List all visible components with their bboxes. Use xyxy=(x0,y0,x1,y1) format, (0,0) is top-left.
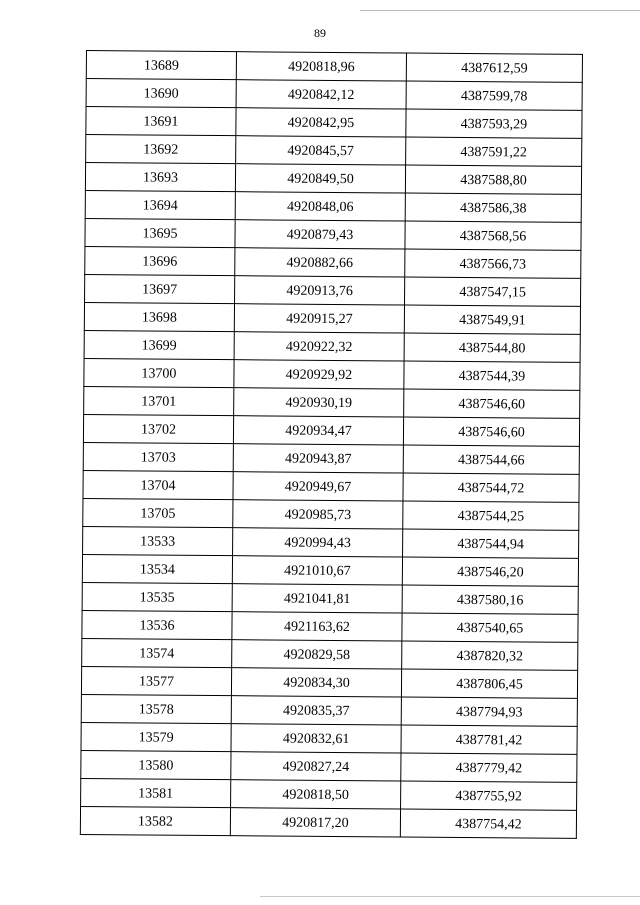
x-coordinate-cell xyxy=(232,640,402,669)
cell-text: 4920817,20 xyxy=(282,815,349,831)
point-number-cell xyxy=(81,778,231,807)
point-number-cell xyxy=(82,554,232,583)
table-row xyxy=(83,414,579,446)
cell-text: 13536 xyxy=(139,617,175,634)
table-row xyxy=(84,386,580,418)
point-number-cell xyxy=(86,135,236,164)
y-coordinate-cell xyxy=(402,613,578,642)
cell-text: 4920827,24 xyxy=(282,759,350,775)
y-coordinate-cell xyxy=(405,193,581,222)
table-row xyxy=(83,442,579,474)
cell-text: 13581 xyxy=(138,785,174,802)
coordinates-table-body xyxy=(80,51,582,839)
cell-text: 4387591,22 xyxy=(460,144,528,160)
y-coordinate-cell xyxy=(403,445,579,474)
table-row xyxy=(86,79,582,111)
cell-text: 13579 xyxy=(138,729,174,746)
y-coordinate-cell xyxy=(402,641,578,670)
point-number-cell xyxy=(81,694,231,723)
cell-text: 4387593,29 xyxy=(460,116,528,132)
y-coordinate-cell xyxy=(402,585,578,614)
cell-text: 4920985,73 xyxy=(284,507,352,523)
cell-text: 13699 xyxy=(141,337,177,354)
cell-text: 13578 xyxy=(138,701,174,718)
cell-text: 13533 xyxy=(140,533,176,550)
cell-text: 4920832,61 xyxy=(282,731,350,747)
point-number-cell xyxy=(84,302,234,331)
y-coordinate-cell xyxy=(405,249,581,278)
x-coordinate-cell xyxy=(233,528,403,557)
cell-text: 4387820,32 xyxy=(456,648,524,664)
cell-text: 4920842,12 xyxy=(287,87,355,103)
point-number-cell xyxy=(85,190,235,219)
x-coordinate-cell xyxy=(236,52,406,81)
y-coordinate-cell xyxy=(403,529,579,558)
scan-edge-line-bottom xyxy=(260,896,640,897)
point-number-cell xyxy=(83,470,233,499)
point-number-cell xyxy=(81,750,231,779)
cell-text: 4387544,80 xyxy=(458,340,526,356)
cell-text: 13696 xyxy=(142,253,178,270)
cell-text: 4920913,76 xyxy=(286,283,353,299)
point-number-cell xyxy=(83,442,233,471)
table-row xyxy=(84,302,580,334)
y-coordinate-cell xyxy=(403,417,579,446)
point-number-cell xyxy=(84,358,234,387)
cell-text: 4387546,60 xyxy=(458,424,525,440)
y-coordinate-cell xyxy=(406,81,582,110)
coordinates-table xyxy=(80,50,583,839)
point-number-cell xyxy=(80,806,230,835)
cell-text: 4920922,32 xyxy=(285,339,353,355)
point-number-cell xyxy=(81,722,231,751)
cell-text: 4920994,43 xyxy=(284,535,351,551)
x-coordinate-cell xyxy=(231,668,401,697)
table-row xyxy=(86,135,582,167)
point-number-cell xyxy=(84,330,234,359)
point-number-cell xyxy=(85,218,235,247)
cell-text: 4920879,43 xyxy=(286,227,354,243)
cell-text: 4921163,62 xyxy=(283,619,351,635)
cell-text: 4921041,81 xyxy=(283,591,351,607)
point-number-cell xyxy=(82,638,232,667)
point-number-cell xyxy=(83,414,233,443)
y-coordinate-cell xyxy=(403,501,579,530)
cell-text: 4920929,92 xyxy=(285,367,353,383)
cell-text: 4920949,67 xyxy=(284,479,352,495)
cell-text: 4387755,92 xyxy=(455,788,522,804)
cell-text: 13534 xyxy=(139,561,175,578)
x-coordinate-cell xyxy=(234,304,404,333)
cell-text: 13694 xyxy=(142,197,178,214)
x-coordinate-cell xyxy=(233,500,403,529)
cell-text: 4387779,42 xyxy=(455,760,523,776)
cell-text: 4920842,95 xyxy=(287,115,355,131)
cell-text: 4387540,65 xyxy=(456,620,524,636)
point-number-cell xyxy=(86,51,236,80)
y-coordinate-cell xyxy=(404,305,580,334)
table-row xyxy=(82,582,578,614)
table-row xyxy=(84,358,580,390)
x-coordinate-cell xyxy=(234,388,404,417)
point-number-cell xyxy=(82,610,232,639)
cell-text: 13692 xyxy=(143,141,179,158)
x-coordinate-cell xyxy=(232,612,402,641)
cell-text: 13582 xyxy=(137,813,174,830)
y-coordinate-cell xyxy=(404,361,580,390)
point-number-cell xyxy=(83,498,233,527)
cell-text: 13701 xyxy=(141,393,177,410)
cell-text: 13580 xyxy=(138,757,174,774)
table-row xyxy=(85,190,581,222)
cell-text: 4387566,73 xyxy=(459,256,527,272)
y-coordinate-cell xyxy=(404,333,580,362)
x-coordinate-cell xyxy=(235,220,405,249)
cell-text: 4387544,72 xyxy=(457,480,525,496)
x-coordinate-cell xyxy=(236,80,406,109)
y-coordinate-cell xyxy=(404,389,580,418)
cell-text: 4920882,66 xyxy=(286,255,354,271)
x-coordinate-cell xyxy=(236,108,406,137)
cell-text: 4387549,91 xyxy=(459,312,526,328)
table-row xyxy=(85,274,581,306)
cell-text: 13704 xyxy=(140,477,176,494)
cell-text: 13577 xyxy=(138,673,175,690)
cell-text: 4387806,45 xyxy=(456,676,523,692)
table-row xyxy=(81,778,577,810)
y-coordinate-cell xyxy=(405,221,581,250)
cell-text: 4920845,57 xyxy=(287,143,355,159)
table-row xyxy=(83,470,579,502)
cell-text: 13690 xyxy=(143,85,179,102)
cell-text: 4920848,06 xyxy=(286,199,354,215)
table-row xyxy=(84,330,580,362)
cell-text: 4921010,67 xyxy=(284,563,351,579)
point-number-cell xyxy=(86,79,236,108)
y-coordinate-cell xyxy=(401,669,577,698)
cell-text: 13535 xyxy=(139,589,175,606)
x-coordinate-cell xyxy=(232,556,402,585)
y-coordinate-cell xyxy=(400,809,576,838)
cell-text: 4387547,15 xyxy=(459,284,526,300)
y-coordinate-cell xyxy=(401,753,577,782)
x-coordinate-cell xyxy=(236,136,406,165)
table-row xyxy=(85,163,581,195)
x-coordinate-cell xyxy=(235,248,405,277)
point-number-cell xyxy=(81,666,231,695)
cell-text: 13705 xyxy=(140,505,176,522)
cell-text: 4920818,96 xyxy=(288,59,355,75)
table-row xyxy=(85,218,581,250)
x-coordinate-cell xyxy=(231,724,401,753)
table-row xyxy=(81,694,577,726)
table-row xyxy=(81,666,577,698)
cell-text: 4387580,16 xyxy=(456,592,524,608)
cell-text: 13695 xyxy=(142,225,178,242)
x-coordinate-cell xyxy=(233,472,403,501)
cell-text: 4387781,42 xyxy=(455,732,523,748)
y-coordinate-cell xyxy=(401,697,577,726)
table-row xyxy=(86,107,582,139)
cell-text: 4920943,87 xyxy=(284,451,352,467)
y-coordinate-cell xyxy=(405,165,581,194)
cell-text: 4387544,25 xyxy=(457,508,525,524)
cell-text: 4387612,59 xyxy=(461,60,528,76)
x-coordinate-cell xyxy=(233,444,403,473)
table-row xyxy=(86,51,582,83)
point-number-cell xyxy=(84,386,234,415)
cell-text: 13693 xyxy=(142,169,179,186)
y-coordinate-cell xyxy=(406,137,582,166)
y-coordinate-cell xyxy=(402,557,578,586)
x-coordinate-cell xyxy=(232,584,402,613)
point-number-cell xyxy=(83,526,233,555)
y-coordinate-cell xyxy=(405,277,581,306)
table-row xyxy=(85,246,581,278)
cell-text: 13689 xyxy=(143,57,179,74)
x-coordinate-cell xyxy=(231,752,401,781)
table-row xyxy=(82,638,578,670)
cell-text: 13702 xyxy=(140,421,177,438)
cell-text: 13703 xyxy=(140,449,176,466)
point-number-cell xyxy=(85,163,235,192)
cell-text: 13691 xyxy=(143,113,179,130)
cell-text: 4387794,93 xyxy=(456,704,523,720)
x-coordinate-cell xyxy=(235,276,405,305)
cell-text: 4920915,27 xyxy=(286,311,353,327)
cell-text: 13697 xyxy=(142,281,178,298)
y-coordinate-cell xyxy=(401,725,577,754)
y-coordinate-cell xyxy=(403,473,579,502)
y-coordinate-cell xyxy=(401,781,577,810)
cell-text: 4387544,39 xyxy=(458,368,526,384)
table-row xyxy=(83,498,579,530)
cell-text: 13698 xyxy=(141,309,177,326)
table-row xyxy=(81,722,577,754)
cell-text: 4387544,66 xyxy=(457,452,525,468)
cell-text: 4920835,37 xyxy=(283,703,350,719)
table-row xyxy=(82,554,578,586)
cell-text: 4387544,94 xyxy=(457,536,524,552)
scan-edge-line-top xyxy=(360,10,640,11)
cell-text: 4387586,38 xyxy=(459,200,527,216)
x-coordinate-cell xyxy=(235,192,405,221)
cell-text: 4920934,47 xyxy=(285,423,352,439)
x-coordinate-cell xyxy=(235,164,405,193)
cell-text: 4387546,20 xyxy=(457,564,524,580)
cell-text: 13700 xyxy=(141,365,177,382)
point-number-cell xyxy=(85,246,235,275)
cell-text: 4387754,42 xyxy=(455,816,522,832)
x-coordinate-cell xyxy=(234,360,404,389)
y-coordinate-cell xyxy=(406,53,582,82)
cell-text: 4920818,50 xyxy=(282,787,349,803)
cell-text: 4920849,50 xyxy=(287,171,354,187)
x-coordinate-cell xyxy=(234,332,404,361)
cell-text: 4920829,58 xyxy=(283,647,351,663)
x-coordinate-cell xyxy=(233,416,403,445)
point-number-cell xyxy=(85,274,235,303)
cell-text: 13574 xyxy=(139,645,175,662)
cell-text: 4387568,56 xyxy=(459,228,527,244)
cell-text: 4387599,78 xyxy=(460,88,528,104)
cell-text: 4920930,19 xyxy=(285,395,353,411)
cell-text: 4387588,80 xyxy=(460,172,527,188)
x-coordinate-cell xyxy=(230,808,400,837)
y-coordinate-cell xyxy=(406,109,582,138)
page-number: 89 xyxy=(314,26,326,40)
table-row xyxy=(83,526,579,558)
table-row xyxy=(80,806,576,838)
cell-text: 4387546,60 xyxy=(458,396,526,412)
point-number-cell xyxy=(86,107,236,136)
table-row xyxy=(81,750,577,782)
cell-text: 4920834,30 xyxy=(283,675,350,691)
x-coordinate-cell xyxy=(231,780,401,809)
x-coordinate-cell xyxy=(231,696,401,725)
table-row xyxy=(82,610,578,642)
point-number-cell xyxy=(82,582,232,611)
